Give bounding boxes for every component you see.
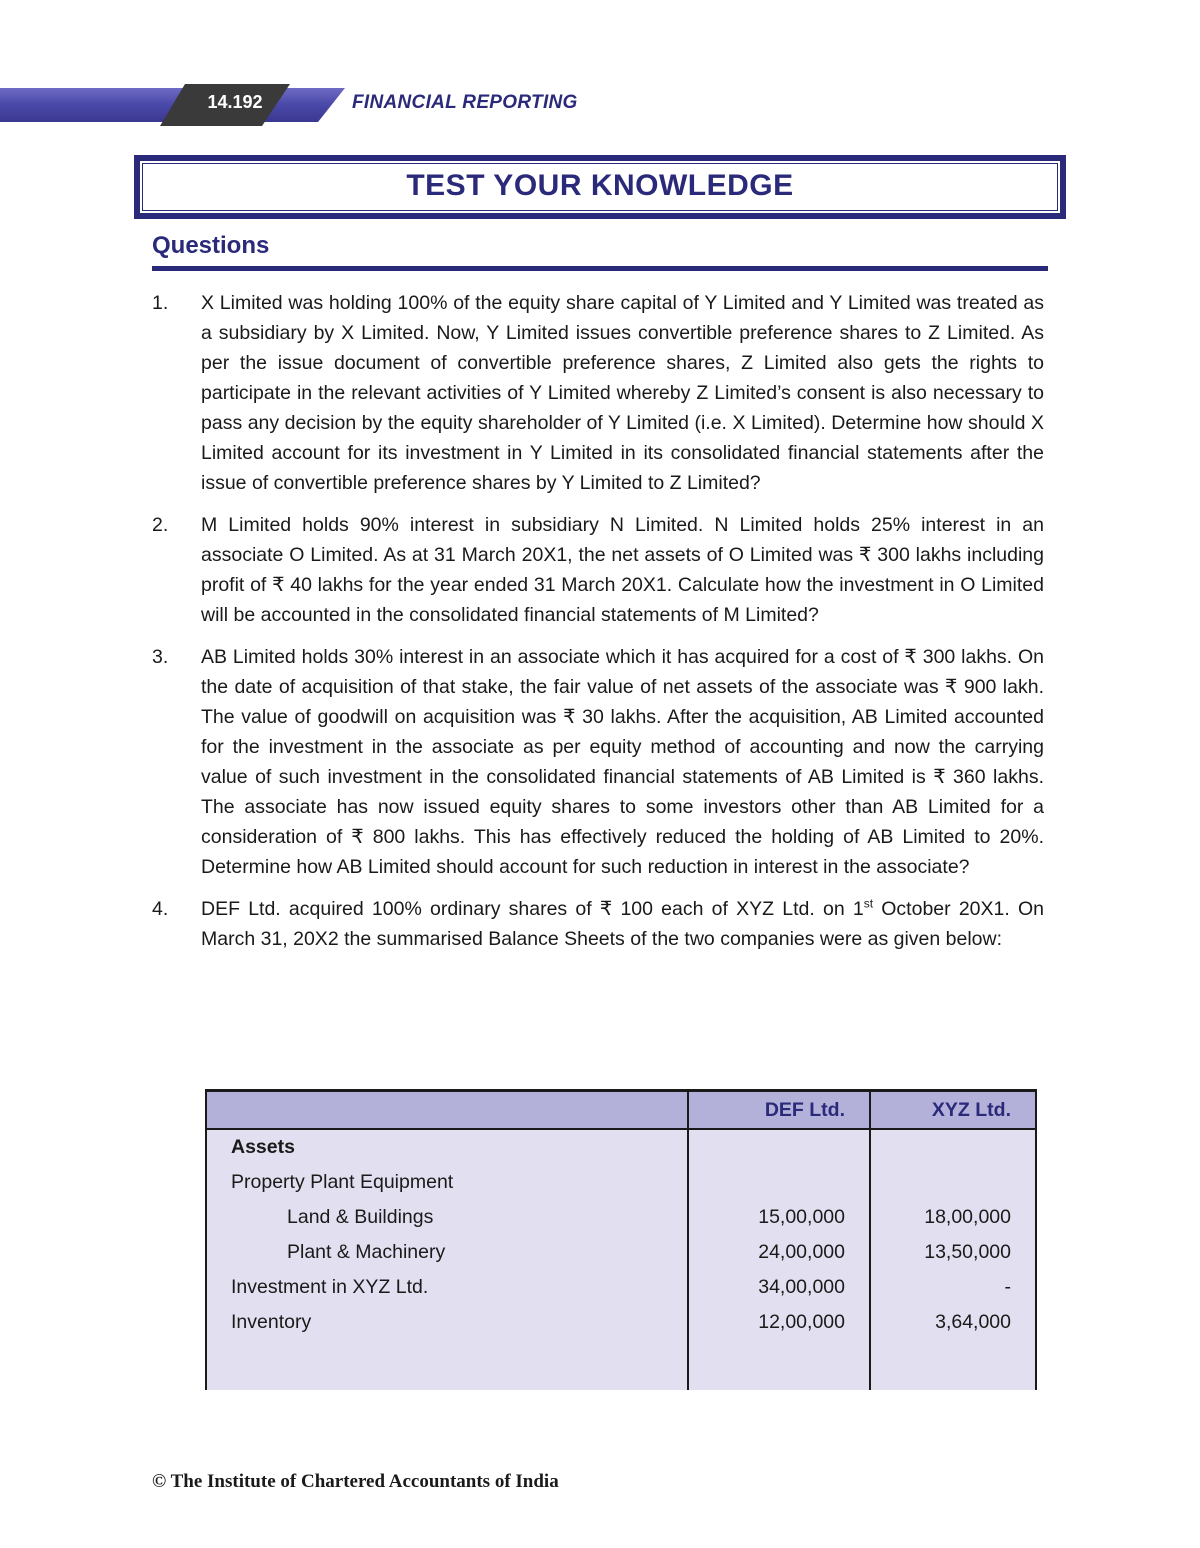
table-spacer-row: [206, 1340, 1036, 1390]
question-text: AB Limited holds 30% interest in an associate which it has acquired for a cost of ₹ 300 lakhs. On the date of acquisition of that stake, the fair value of net assets of the associate was ₹ 900 lakh. The value of goodwill on acquisition was ₹ 30 lakhs. After the acquisition, AB Limited accounted for the investment in the associate as per equity method of accounting and now the carrying value of such investment in the consolidated financial statements of AB Limited is ₹ 360 lakhs. The associate has now issued equity shares to some investors other than AB Limited for a consideration of ₹ 800 lakhs. This has effectively reduced the holding of AB Limited to 20%. Determine how AB Limited should account for such reduction in interest in the associate?: [201, 646, 1044, 878]
questions-list: [152, 288, 1044, 966]
question-number: 1.: [152, 292, 169, 314]
question-text: [201, 894, 1044, 954]
def-value: 15,00,000: [688, 1200, 870, 1235]
page-number: 14.192: [207, 92, 263, 112]
def-value: [688, 1165, 870, 1200]
question-item: [152, 642, 1044, 882]
column-header-xyz: XYZ Ltd.: [870, 1091, 1036, 1130]
question-item: [152, 288, 1044, 498]
row-label: Plant & Machinery: [206, 1235, 688, 1270]
balance-sheet-table: [205, 1089, 1037, 1390]
table-row: [206, 1270, 1036, 1305]
xyz-value: -: [870, 1270, 1036, 1305]
header-banner: [0, 82, 350, 128]
xyz-value: 3,64,000: [870, 1305, 1036, 1340]
table-row: [206, 1235, 1036, 1270]
section-divider: [152, 266, 1048, 271]
question-number: 2.: [152, 514, 169, 536]
question-text-part: October 20X1. On March 31, 20X2 the summarised Balance Sheets of the two companies were as given below:: [201, 898, 1044, 950]
row-label: Assets: [206, 1129, 688, 1165]
table-row: [206, 1129, 1036, 1165]
row-label: Investment in XYZ Ltd.: [206, 1270, 688, 1305]
question-item: [152, 894, 1044, 954]
xyz-value: [870, 1165, 1036, 1200]
column-header-def: DEF Ltd.: [688, 1091, 870, 1130]
question-number: 3.: [152, 646, 169, 668]
xyz-value: [870, 1129, 1036, 1165]
test-your-knowledge-box: [134, 155, 1066, 219]
def-value: 12,00,000: [688, 1305, 870, 1340]
xyz-value: 13,50,000: [870, 1235, 1036, 1270]
chapter-title: FINANCIAL REPORTING: [352, 92, 578, 113]
row-label: Land & Buildings: [206, 1200, 688, 1235]
question-number: 4.: [152, 898, 169, 920]
box-title: TEST YOUR KNOWLEDGE: [406, 169, 794, 202]
section-heading: Questions: [152, 232, 270, 259]
def-value: 24,00,000: [688, 1235, 870, 1270]
question-item: [152, 510, 1044, 630]
question-text: M Limited holds 90% interest in subsidiary N Limited. N Limited holds 25% interest in an associate O Limited. As at 31 March 20X1, the net assets of O Limited was ₹ 300 lakhs including profit of ₹ 40 lakhs for the year ended 31 March 20X1. Calculate how the investment in O Limited will be accounted in the consolidated financial statements of M Limited?: [201, 514, 1044, 626]
def-value: 34,00,000: [688, 1270, 870, 1305]
row-label: Property Plant Equipment: [206, 1165, 688, 1200]
xyz-value: 18,00,000: [870, 1200, 1036, 1235]
column-header-label: [206, 1091, 688, 1130]
copyright-footer: © The Institute of Chartered Accountants of India: [152, 1471, 559, 1492]
table-row: [206, 1200, 1036, 1235]
table-row: [206, 1165, 1036, 1200]
table-row: [206, 1305, 1036, 1340]
question-text-part: DEF Ltd. acquired 100% ordinary shares of ₹ 100 each of XYZ Ltd. on 1: [201, 898, 864, 920]
row-label: Inventory: [206, 1305, 688, 1340]
ordinal-superscript: st: [863, 896, 874, 911]
table-header-row: [206, 1091, 1036, 1130]
def-value: [688, 1129, 870, 1165]
question-text: X Limited was holding 100% of the equity share capital of Y Limited and Y Limited was treated as a subsidiary by X Limited. Now, Y Limited issues convertible preference shares to Z Limited. As per the issue document of convertible preference shares, Z Limited also gets the rights to participate in the relevant activities of Y Limited whereby Z Limited’s consent is also necessary to pass any decision by the equity shareholder of Y Limited (i.e. X Limited). Determine how should X Limited account for its investment in Y Limited in its consolidated financial statements after the issue of convertible preference shares by Y Limited to Z Limited?: [201, 292, 1044, 494]
